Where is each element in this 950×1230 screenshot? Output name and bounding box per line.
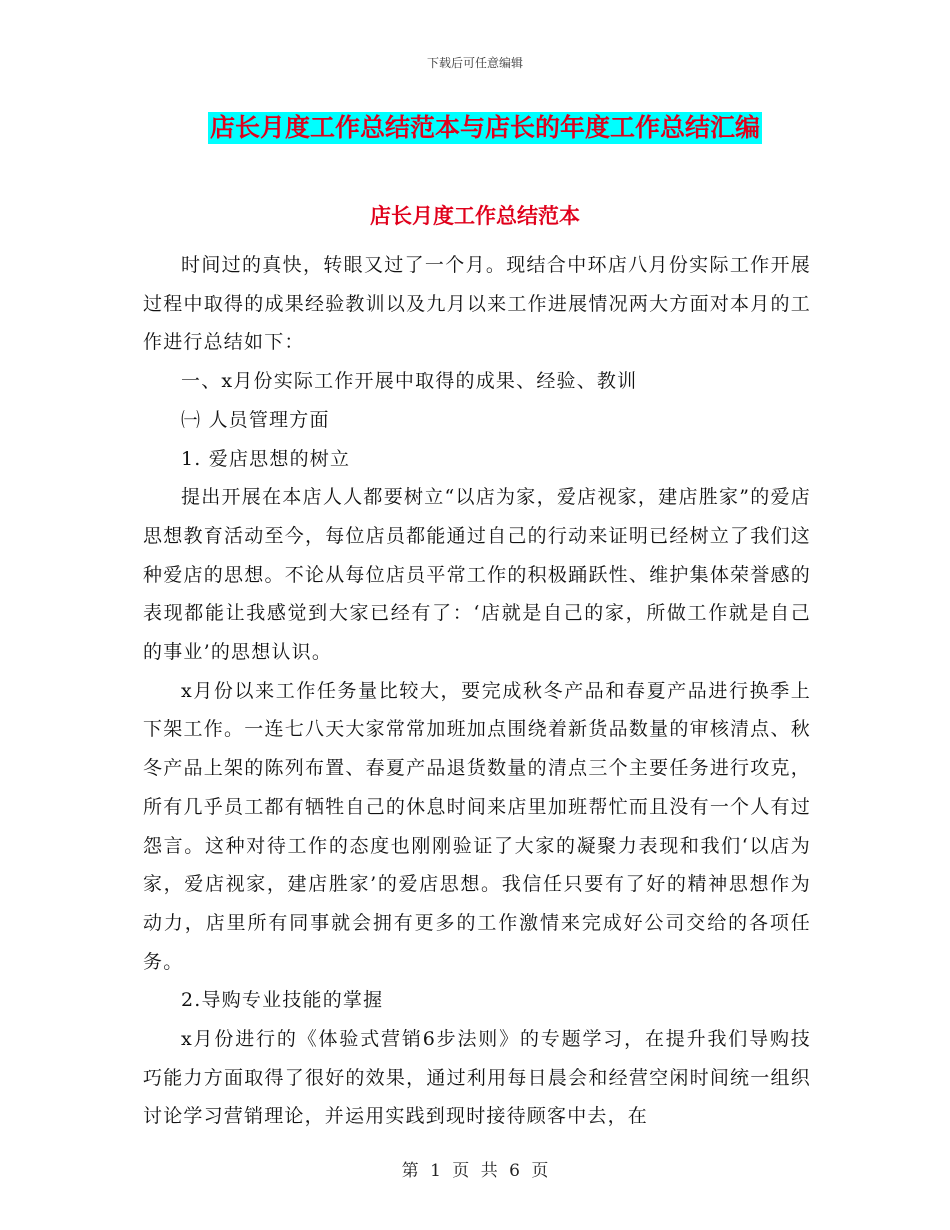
page-footer: 第 1 页 共 6 页 <box>401 1161 549 1181</box>
body-text <box>143 246 811 1136</box>
paragraph-section-heading: 一、x月份实际工作开展中取得的成果、经验、教训 <box>181 370 638 393</box>
sub-title: 店长月度工作总结范本 <box>370 204 580 228</box>
paragraph-body: x月份以来工作任务量比较大，要完成秋冬产品和春夏产品进行换季上下架工作。一连七八天大家常常加班加点围绕着新货品数量的审核清点、秋冬产品上架的陈列布置、春夏产品退货数量的清点三个主要任务进行攻克，所有几乎员工都有牺牲自己的休息时间来店里加班帮忙而且没有一个人有过怨言。这种对待工作的态度也刚刚验证了大家的凝聚力表现和我们‘以店为家，爱店视家，建店胜家’的爱店思想。我信任只要有了好的精神思想作为动力，店里所有同事就会拥有更多的工作激情来完成好公司交给的各项任务。 <box>143 679 811 973</box>
paragraph-intro: 时间过的真快，转眼又过了一个月。现结合中环店八月份实际工作开展过程中取得的成果经验教训以及九月以来工作进展情况两大方面对本月的工作进行总结如下： <box>143 254 811 354</box>
paragraph-item-heading: 1. 爱店思想的树立 <box>181 447 351 470</box>
header-note: 下载后可任意编辑 <box>426 56 523 70</box>
paragraph-subsection-heading: ㈠ 人员管理方面 <box>181 408 330 431</box>
paragraph-body: x月份进行的《体验式营销6步法则》的专题学习，在提升我们导购技巧能力方面取得了很好的效果，通过利用每日晨会和经营空闲时间统一组织讨论学习营销理论，并运用实践到现时接待顾客中去，在 <box>143 1028 811 1128</box>
paragraph-item-heading: 2.导购专业技能的掌握 <box>181 989 384 1012</box>
main-title: 店长月度工作总结范本与店长的年度工作总结汇编 <box>210 113 761 142</box>
paragraph-body: 提出开展在本店人人都要树立“以店为家，爱店视家，建店胜家”的爱店思想教育活动至今，每位店员都能通过自己的行动来证明已经树立了我们这种爱店的思想。不论从每位店员平常工作的积极踊跃性、维护集体荣誉感的表现都能让我感觉到大家已经有了：‘店就是自己的家，所做工作就是自己的事业’的思想认识。 <box>143 486 811 664</box>
